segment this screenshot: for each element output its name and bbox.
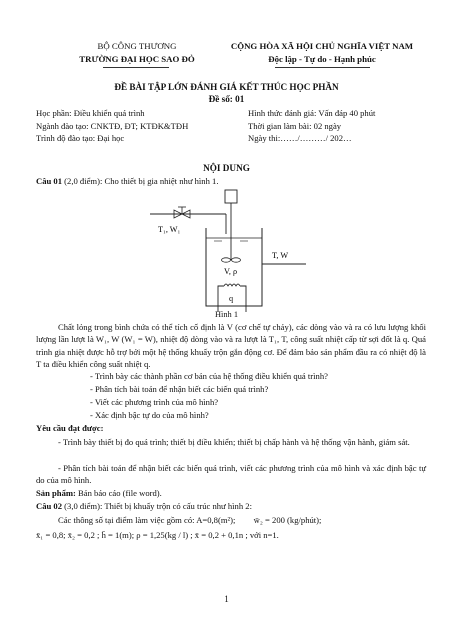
task-2: - Phân tích bài toán để nhận biết các biến quá trình? <box>90 384 269 394</box>
heater-diagram <box>140 188 310 316</box>
info-left <box>36 107 188 145</box>
info-right <box>248 107 375 145</box>
question-1-paragraph: Chất lỏng trong bình chứa có thể tích cố định là V (cơ chế tự chảy), các dòng vào và ra có lưu lượng khối lượng lần lượt là W₁, W (W₁ = W), nhiệt độ dòng vào và ra lượt là T₁, T, công suất nhiệt cấp từ sợi đốt là q. Quá trình gia nhiệt được hỗ trợ bởi một hệ thống khuấy trộn gắn động cơ. Để đảm bảo sản phẩm đầu ra có nhiệt độ là T ta điều khiển công suất nhiệt q. <box>36 322 426 370</box>
info-level: Trình độ đào tạo: Đại học <box>36 133 125 143</box>
product-label: Sản phẩm: <box>36 488 76 498</box>
info-course: Học phần: Điều khiển quá trình <box>36 108 145 118</box>
requirements-title: Yêu cầu đạt được: <box>36 423 104 433</box>
params-line1-b: w̄₂ = 200 (kg/phút); <box>253 515 322 525</box>
task-1: - Trình bày các thành phần cơ bản của hệ thống điều khiển quá trình? <box>90 371 328 381</box>
document-title: ĐỀ BÀI TẬP LỚN ĐÁNH GIÁ KẾT THÚC HỌC PHẦN <box>114 82 339 92</box>
country-name: CỘNG HÒA XÃ HỘI CHỦ NGHĨA VIỆT NAM <box>230 41 414 51</box>
exam-number: Đề số: 01 <box>208 94 245 104</box>
info-date: Ngày thi:……/………/ 202… <box>248 133 352 143</box>
task-3: - Viết các phương trình của mô hình? <box>90 397 219 407</box>
question-2-intro <box>36 501 426 511</box>
motor-box <box>225 190 237 203</box>
info-major: Ngành đào tạo: CNKTĐ, ĐT; KTĐK&TĐH <box>36 120 189 131</box>
product-text: Bản báo cáo (file word). <box>75 488 162 498</box>
info-form: Hình thức đánh giá: Vấn đáp 40 phút <box>248 108 376 118</box>
heater-lead-right <box>240 286 246 306</box>
impeller-right <box>232 258 241 262</box>
header-left-underline <box>103 67 169 68</box>
question-1-label: Câu 01 <box>36 176 63 186</box>
motto: Độc lập - Tự do - Hạnh phúc <box>268 54 376 64</box>
page-number: 1 <box>224 594 229 604</box>
question-2-params-2: x̄₁ = 0,8; x̄₂ = 0,2 ; h̄ = 1(m); ρ = 1,25(kg / l) ; x̄ = 0,2 + 0,1n ; với n=1. <box>36 530 279 540</box>
task-4: - Xác định bậc tự do của mô hình? <box>90 410 209 420</box>
requirement-2: - Phân tích bài toán để nhận biết các biến quá trình, viết các phương trình của mô hình và xác định bậc tự do của mô hình. <box>36 463 426 486</box>
header-right <box>212 40 432 66</box>
heater-coil <box>224 284 240 286</box>
heater-lead-left <box>218 286 224 306</box>
question-2-label: Câu 02 <box>36 501 63 511</box>
question-1-intro <box>36 176 426 186</box>
question-2-text: (3,0 điểm): Thiết bị khuấy trộn có cấu trúc như hình 2: <box>62 501 252 511</box>
ministry-name: BỘ CÔNG THƯƠNG <box>97 41 177 51</box>
info-time: Thời gian làm bài: 02 ngày <box>248 120 342 131</box>
question-1-text: (2,0 điểm): Cho thiết bị gia nhiệt như hình 1. <box>62 176 219 186</box>
question-2-params-1 <box>36 515 448 525</box>
outlet-label: T, W <box>272 251 289 260</box>
vessel-label: V, ρ <box>224 267 238 276</box>
inlet-label: T₁, W₁ <box>158 225 181 234</box>
requirement-1: - Trình bày thiết bị đo quá trình; thiết bị điều khiển; thiết bị chấp hành và hệ thống vận hành, giám sát. <box>58 437 410 447</box>
impeller-left <box>222 258 231 262</box>
product-line <box>36 488 426 498</box>
university-name: TRƯỜNG ĐẠI HỌC SAO ĐỎ <box>79 54 195 64</box>
params-line1-a: Các thông số tại điểm làm việc gồm có: A=0,8(m²); <box>58 515 236 525</box>
section-title: NỘI DUNG <box>203 163 250 173</box>
header-left <box>62 40 212 66</box>
header-right-underline <box>275 67 370 68</box>
figure-1-caption: Hình 1 <box>214 310 239 319</box>
heat-label: q <box>229 294 234 303</box>
